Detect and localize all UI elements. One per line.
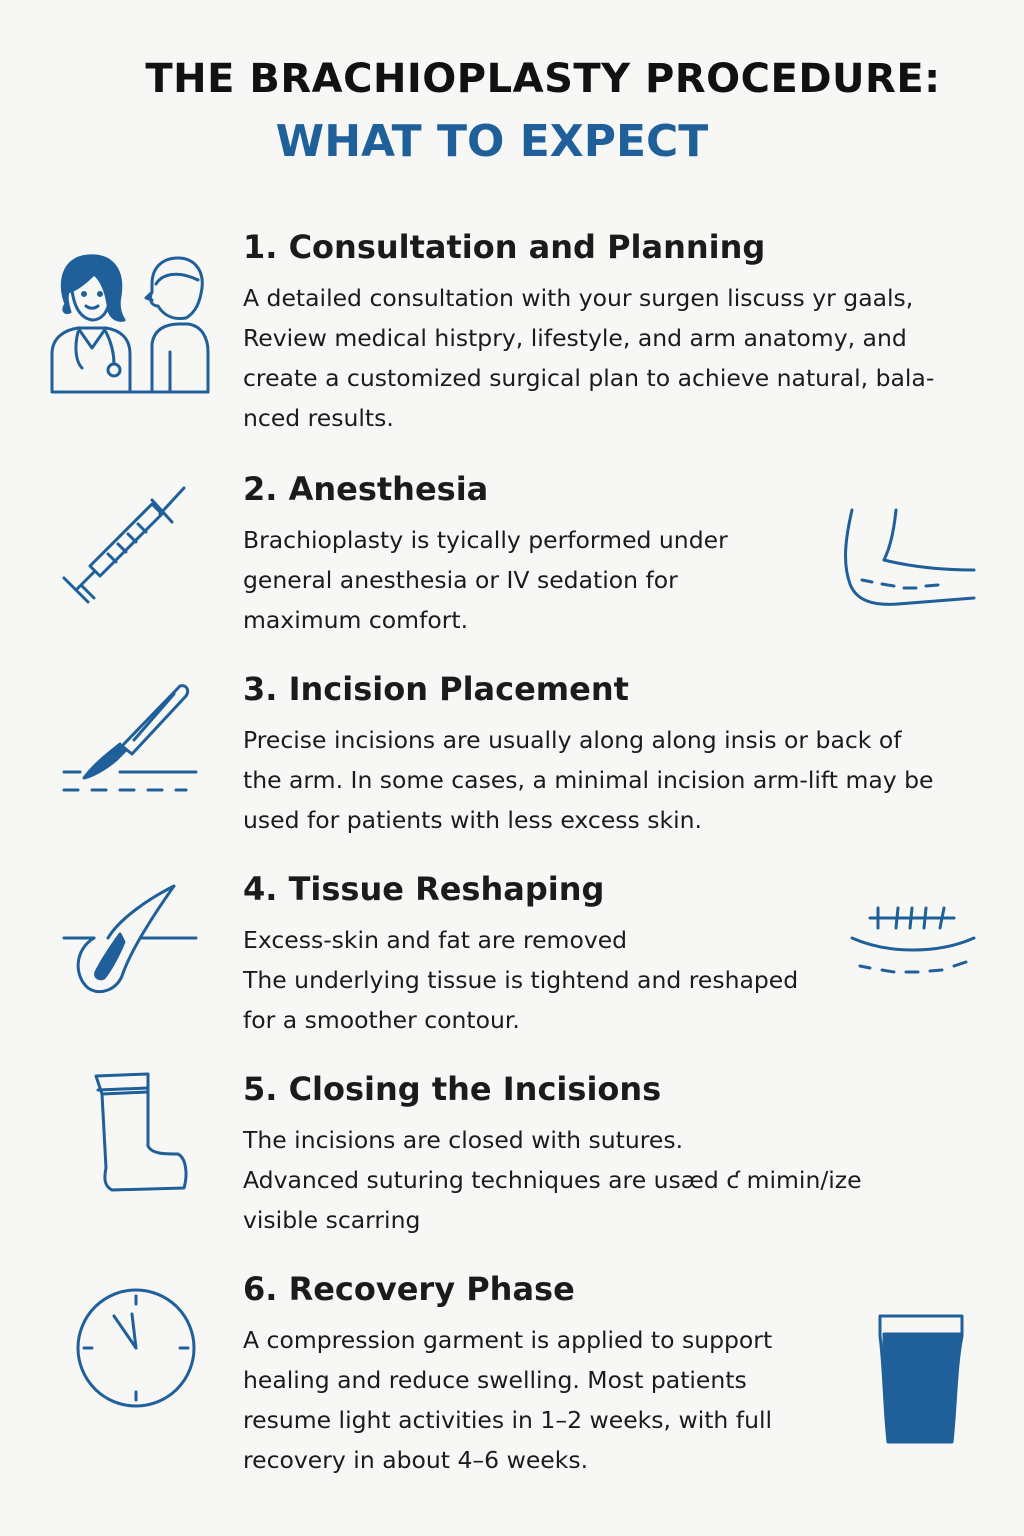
description-line: general anesthesia or IV sedation for — [243, 566, 678, 594]
description-line: Brachioplasty is tyically performed under — [243, 526, 728, 554]
compression-sleeve-icon — [90, 1070, 190, 1196]
step-heading: 1. Consultation and Planning — [243, 228, 766, 266]
description-line: Advanced suturing techniques are usæd ƈ mimin/ize — [243, 1166, 862, 1194]
step-description — [243, 720, 934, 840]
description-line: Precise incisions are usually along along insis or back of — [243, 726, 902, 754]
step-heading: 6. Recovery Phase — [243, 1270, 575, 1308]
description-line: for a smoother contour. — [243, 1006, 520, 1034]
description-line: The underlying tissue is tightend and reshaped — [243, 966, 799, 994]
step-description — [243, 278, 934, 438]
description-line: resume light activities in 1–2 weeks, with full — [243, 1406, 773, 1434]
scalpel-icon — [60, 680, 200, 796]
description-line: A detailed consultation with your surgen liscuss yr gaals, — [243, 284, 914, 312]
step-description — [243, 1120, 862, 1240]
page-subtitle: WHAT TO EXPECT — [275, 116, 709, 167]
page-title: THE BRACHIOPLASTY PROCEDURE: — [145, 56, 941, 102]
description-line: healing and reduce swelling. Most patients — [243, 1366, 747, 1394]
clock-icon — [72, 1284, 200, 1412]
step-heading: 5. Closing the Incisions — [243, 1070, 662, 1108]
description-line: visible scarring — [243, 1206, 421, 1234]
syringe-icon — [60, 482, 192, 614]
description-line: used for patients with less excess skin. — [243, 806, 702, 834]
step-description — [243, 520, 728, 640]
description-line: A compression garment is applied to support — [243, 1326, 773, 1354]
description-line: the arm. In some cases, a minimal incision arm-lift may be — [243, 766, 934, 794]
sutures-icon — [848, 900, 978, 984]
arm-incision-icon — [838, 500, 978, 612]
description-line: Review medical histpry, lifestyle, and arm anatomy, and — [243, 324, 907, 352]
description-line: maximum comfort. — [243, 606, 469, 634]
description-line: Excess-skin and fat are removed — [243, 926, 628, 954]
step-description — [243, 1320, 772, 1480]
description-line: The incisions are closed with sutures. — [243, 1126, 684, 1154]
step-heading: 3. Incision Placement — [243, 670, 629, 708]
description-line: recovery in about 4–6 weeks. — [243, 1446, 589, 1474]
description-line: create a customized surgical plan to achieve natural, bala- — [243, 364, 935, 392]
step-description — [243, 920, 798, 1040]
doctor-patient-icon — [48, 244, 210, 394]
step-heading: 2. Anesthesia — [243, 470, 489, 508]
step-heading: 4. Tissue Reshaping — [243, 870, 605, 908]
description-line: nced results. — [243, 404, 394, 432]
water-glass-icon — [876, 1312, 968, 1448]
tissue-icon — [60, 880, 200, 1000]
